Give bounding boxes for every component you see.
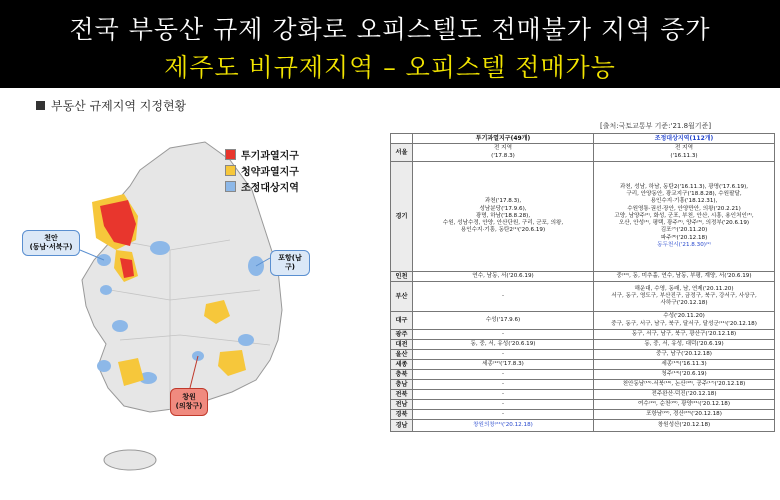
callout-cheonan (22, 230, 80, 256)
cell-speculation: - (413, 330, 594, 340)
callout-cheonan-text: 천안 (동남·서북구) (29, 234, 73, 251)
table-row (391, 162, 775, 272)
cell-speculation: 과천('17.8.3), 성남분당('17.9.6), 광명, 하남('18.8.28), 수원, 성남수정, 안양, 안산단원, 구리, 군포, 의왕, 용인수지·기흥, 동탄2⁽¹⁾('20.6.19) (413, 162, 594, 272)
square-bullet-icon (36, 101, 45, 110)
cell-region: 전남 (391, 400, 413, 410)
cell-adjustment: 해운대, 수영, 동래, 남, 연제('20.11.20) 서구, 동구, 영도구, 부산진구, 금정구, 북구, 강서구, 사상구, 사하구('20.12.18) (594, 282, 775, 312)
cell-adjustment: 여수⁽¹⁹⁾, 순천⁽²⁰⁾, 광양⁽²¹⁾('20.12.18) (594, 400, 775, 410)
cell-adjustment: 천안동남⁽¹⁵⁾·서북⁽¹⁶⁾, 논산⁽¹⁸⁾, 공주⁽¹⁷⁾('20.12.18) (594, 380, 775, 390)
cell-region: 부산 (391, 282, 413, 312)
cell-adjustment: 수성('20.11.20) 중구, 동구, 서구, 남구, 북구, 달서구, 달성군⁽¹¹⁾('20.12.18) (594, 312, 775, 330)
gwangju-blue (97, 360, 111, 372)
cell-region: 경북 (391, 410, 413, 420)
cell-adjustment: 동, 중, 서, 유성, 대덕('20.6.19) (594, 340, 775, 350)
banner-headline: 전국 부동산 규제 강화로 오피스텔도 전매불가 지역 증가 (69, 15, 711, 44)
callout-changwon-text: 창원 (의창구) (175, 393, 203, 410)
cell-region: 전북 (391, 390, 413, 400)
header-adjustment-text: 조정대상지역(112개) (654, 134, 714, 142)
cell-region: 충북 (391, 370, 413, 380)
table-row (391, 330, 775, 340)
highlight-dongducheon: 동두천시('21.8.30)⁽⁹⁾ (657, 241, 711, 248)
cheongju-blue (150, 241, 170, 255)
callout-changwon (170, 388, 208, 416)
table-row (391, 380, 775, 390)
korea-regulation-map (20, 130, 360, 490)
cell-speculation: 수성('17.9.6) (413, 312, 594, 330)
table-row (391, 370, 775, 380)
cell-speculation: - (413, 380, 594, 390)
table-row (391, 390, 775, 400)
table-row (391, 400, 775, 410)
legend-label: 투기과열지구 (241, 150, 299, 162)
cell-speculation: - (413, 390, 594, 400)
cell-adjustment: 동구, 서구, 남구, 북구, 광산구('20.12.18) (594, 330, 775, 340)
jeonju-blue (112, 320, 128, 332)
legend-swatch-blue (225, 181, 236, 192)
cell-adjustment: 전주완산·덕진('20.12.18) (594, 390, 775, 400)
cell-region: 경기 (391, 162, 413, 272)
cell-speculation: - (413, 350, 594, 360)
ulsan-blue (238, 334, 254, 346)
legend-item-adjustment (225, 178, 299, 194)
legend-label: 청약과열지구 (241, 166, 299, 178)
cell-speculation: - (413, 370, 594, 380)
cell-region: 세종 (391, 360, 413, 370)
cell-adjustment: 전 지역 ('16.11.3) (594, 144, 775, 162)
cell-speculation: - (413, 400, 594, 410)
header-speculation: 투기과열지구(49개) (413, 134, 594, 144)
legend-item-subscription (225, 162, 299, 178)
table-row (391, 340, 775, 350)
cell-speculation: 동, 중, 서, 유성('20.6.19) (413, 340, 594, 350)
table-row (391, 282, 775, 312)
cell-speculation: - (413, 282, 594, 312)
header-adjustment (594, 134, 775, 144)
callout-pohang (270, 250, 310, 276)
cell-region: 대구 (391, 312, 413, 330)
table-row (391, 360, 775, 370)
cell-speculation: - (413, 410, 594, 420)
table-row (391, 420, 775, 432)
header-region (391, 134, 413, 144)
section-title (36, 97, 186, 114)
table-row (391, 144, 775, 162)
cell-adjustment: 중구, 남구('20.12.18) (594, 350, 775, 360)
cell-region: 서울 (391, 144, 413, 162)
gongju-blue (100, 285, 112, 295)
cell-adjustment: 중⁽¹⁰⁾, 동, 미추홀, 연수, 남동, 부평, 계양, 서('20.6.19) (594, 272, 775, 282)
legend-swatch-red (225, 149, 236, 160)
cell-speculation: 연수, 남동, 서('20.6.19) (413, 272, 594, 282)
section-title-text: 부동산 규제지역 지정현황 (51, 99, 187, 113)
cell-region: 충남 (391, 380, 413, 390)
banner-subheadline: 제주도 비규제지역 – 오피스텔 전매가능 (164, 53, 616, 82)
table-row (391, 272, 775, 282)
cell-region: 경남 (391, 420, 413, 432)
callout-pohang-text: 포항(남 구) (278, 254, 302, 271)
regulation-table (390, 133, 775, 432)
legend-label: 조정대상지역 (241, 182, 299, 194)
source-note: [출처:국토교통부 기준:'21.8월기준] (600, 122, 712, 130)
legend-swatch-yellow (225, 165, 236, 176)
cell-region: 울산 (391, 350, 413, 360)
table-row (391, 350, 775, 360)
table-body (391, 144, 775, 432)
cell-region: 대전 (391, 340, 413, 350)
cell-region: 광주 (391, 330, 413, 340)
cell-speculation: 세종⁽¹²⁾('17.8.3) (413, 360, 594, 370)
title-banner (0, 0, 780, 88)
table-header-row (391, 134, 775, 144)
cell-adjustment: 청주⁽¹⁴⁾('20.6.19) (594, 370, 775, 380)
cell-adjustment: 과천, 성남, 하남, 동탄2('16.11.3), 광명('17.6.19), 구리, 안양동안, 광교지구('18.8.28), 수원팔달, 용인수지·기흥('18.12.31), 수원영통·권선·장안, 안양만안, 의왕('20.2.21) 고양, 남양주⁽²⁾, 화성, 군포, 부천, 안산, 시흥, 용인처인⁽³⁾, 오산, 안성⁽⁴⁾, 평택, 광주⁽⁵⁾, 양주⁽⁶⁾, 의정부('20.6.19) 김포⁽⁷⁾('20.11.20) 파주⁽⁸⁾('20.12.18) 동두천시('21.8.30)⁽⁹⁾ (594, 162, 775, 272)
cell-adjustment: 창원성산('20.12.18) (594, 420, 775, 432)
cell-region: 인천 (391, 272, 413, 282)
jeju-island (104, 450, 156, 470)
cell-speculation: 전 지역 ('17.8.3) (413, 144, 594, 162)
cell-speculation: 창원의창⁽²⁴⁾('20.12.18) (413, 420, 594, 432)
table-row (391, 410, 775, 420)
cell-adjustment: 세종⁽¹³⁾('16.11.3) (594, 360, 775, 370)
korea-map-svg (20, 130, 360, 490)
legend-item-speculation (225, 146, 299, 162)
cell-adjustment: 포항남⁽²²⁾, 경산⁽²³⁾('20.12.18) (594, 410, 775, 420)
map-legend (225, 146, 299, 194)
table-row (391, 312, 775, 330)
